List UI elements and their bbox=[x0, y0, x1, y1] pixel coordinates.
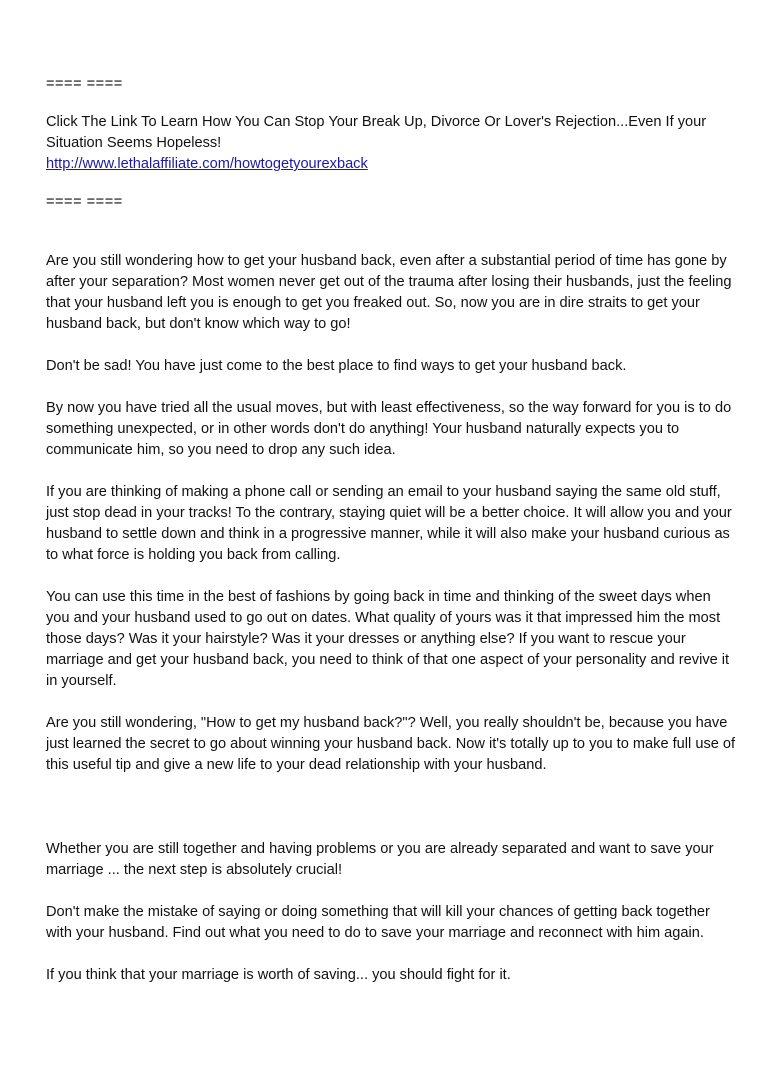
separator-bottom: ==== ==== bbox=[46, 194, 123, 210]
closing-paragraph: Whether you are still together and having problems or you are already separated and want to save your marriage ... the next step is absolutely crucial! bbox=[46, 841, 714, 878]
document-page bbox=[46, 66, 736, 1007]
promo-block bbox=[46, 112, 736, 175]
closing-paragraph: Don't make the mistake of saying or doing something that will kill your chances of getting back together with your husband. Find out what you need to do to save your marriage and reconnect with him again. bbox=[46, 904, 710, 941]
separator-top: ==== ==== bbox=[46, 76, 123, 92]
article-paragraph: Are you still wondering how to get your husband back, even after a substantial period of time has gone by after your separation? Most women never get out of the trauma after losing their husbands, just the feeling that your husband left you is enough to get you freaked out. So, now you are in dire straits to get your husband back, but don't know which way to go! bbox=[46, 253, 732, 332]
promo-text: Click The Link To Learn How You Can Stop Your Break Up, Divorce Or Lover's Rejection...Even If your Situation Seems Hopeless! bbox=[46, 114, 707, 151]
article-body bbox=[46, 251, 736, 986]
promo-link[interactable]: http://www.lethalaffiliate.com/howtogetyourexback bbox=[46, 156, 368, 172]
spacer bbox=[46, 797, 736, 839]
article-paragraph: Don't be sad! You have just come to the best place to find ways to get your husband back. bbox=[46, 358, 627, 374]
article-paragraph: If you are thinking of making a phone call or sending an email to your husband saying the same old stuff, just stop dead in your tracks! To the contrary, staying quiet will be a better choice. It will allow you and your husband to settle down and think in a progressive manner, while it will also make your husband curious as to what force is holding you back from calling. bbox=[46, 484, 732, 563]
article-paragraph: Are you still wondering, "How to get my husband back?"? Well, you really shouldn't be, because you have just learned the secret to go about winning your husband back. Now it's totally up to you to make full use of this useful tip and give a new life to your dead relationship with your husband. bbox=[46, 715, 736, 773]
article-paragraph: You can use this time in the best of fashions by going back in time and thinking of the sweet days when you and your husband used to go out on dates. What quality of yours was it that impressed him the most those days? Was it your hairstyle? Was it your dresses or anything else? If you want to rescue your marriage and get your husband back, you need to think of that one aspect of your personality and revive it in yourself. bbox=[46, 589, 730, 689]
article-paragraph: By now you have tried all the usual moves, but with least effectiveness, so the way forward for you is to do something unexpected, or in other words don't do anything! Your husband naturally expects you to communicate him, so you need to drop any such idea. bbox=[46, 400, 732, 458]
closing-paragraph: If you think that your marriage is worth of saving... you should fight for it. bbox=[46, 967, 511, 983]
